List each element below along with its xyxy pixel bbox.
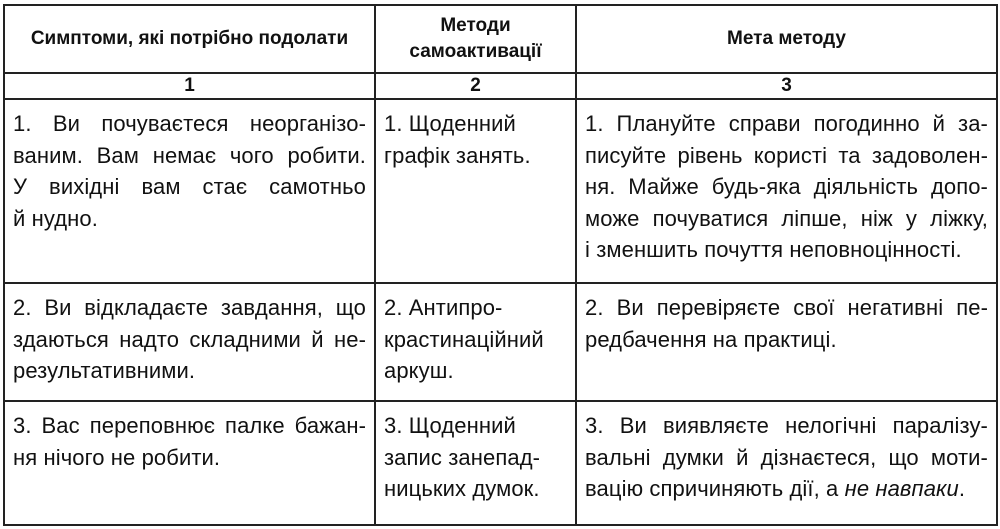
method-cell — [375, 99, 576, 283]
text-line: результативними. — [13, 358, 196, 383]
header-symptoms-text: Симптоми, які потрібно подолати — [30, 28, 349, 49]
symptom-cell — [4, 401, 375, 525]
goal-last-prefix: вацію спричиняють дії, а — [585, 476, 845, 501]
col-number-3: 3 — [576, 73, 997, 99]
italic-emphasis: не навпаки — [844, 476, 959, 501]
text-line: У вихідні вам стає самотньо — [13, 174, 366, 199]
text-line: 1. Плануйте справи погодинно й за- — [585, 111, 988, 136]
header-methods-line2: самоактивації — [409, 41, 542, 62]
text-line: 3. Вас переповнює палке бажан- — [13, 413, 366, 438]
text-line: 2. Ви відкладаєте завдання, що — [13, 295, 366, 320]
goal-cell — [576, 283, 997, 401]
text-line: вальні думки й дізнаєтеся, що моти- — [585, 444, 988, 470]
text-line — [585, 473, 988, 505]
text-line: редбачення на практиці. — [585, 326, 837, 352]
text-line: може почуватися ліпше, ніж у ліжку, — [585, 205, 988, 231]
text-line: графік занять. — [384, 142, 531, 168]
col-number-1: 1 — [4, 73, 375, 99]
text-line: здаються надто складними й не- — [13, 326, 366, 352]
number-row — [4, 73, 997, 99]
goal-last-suffix: . — [958, 476, 966, 501]
method-cell — [375, 401, 576, 525]
header-goal — [576, 5, 997, 73]
header-row — [4, 5, 997, 73]
text-line: 3. Ви виявляєте нелогічні паралізу- — [585, 413, 988, 438]
col-number-2: 2 — [375, 73, 576, 99]
symptom-cell — [4, 283, 375, 401]
text-line: ницьких думок. — [384, 476, 540, 501]
text-line: 3. Щоденний — [384, 413, 516, 438]
text-line: крастинаційний — [384, 326, 544, 352]
text-line: писуйте рівень користі та задоволен- — [585, 142, 988, 168]
table-row — [4, 401, 997, 525]
text-line: запис занепад- — [384, 444, 541, 470]
text-line: 1. Ви почуваєтеся неорганізо- — [13, 111, 366, 136]
symptom-cell — [4, 99, 375, 283]
goal-cell — [576, 99, 997, 283]
text-line: аркуш. — [384, 358, 454, 383]
table-row — [4, 283, 997, 401]
text-line: 2. Антипро- — [384, 295, 503, 320]
header-symptoms — [4, 5, 375, 73]
header-methods-line1: Методи — [440, 15, 511, 36]
method-cell — [375, 283, 576, 401]
text-line: 1. Щоденний — [384, 111, 516, 136]
text-line: 2. Ви перевіряєте свої негативні пе- — [585, 295, 988, 320]
header-goal-text: Мета методу — [727, 28, 846, 49]
goal-cell — [576, 401, 997, 525]
text-line: ня. Майже будь-яка діяльність допо- — [585, 174, 988, 199]
text-line: і зменшить почуття неповноцінності. — [585, 237, 962, 262]
text-line: ваним. Вам немає чого робити. — [13, 142, 366, 168]
text-line: ня нічого не робити. — [13, 444, 221, 470]
text-line: й нудно. — [13, 205, 98, 231]
table-row — [4, 99, 997, 283]
header-methods — [375, 5, 576, 73]
methods-table — [3, 4, 998, 526]
